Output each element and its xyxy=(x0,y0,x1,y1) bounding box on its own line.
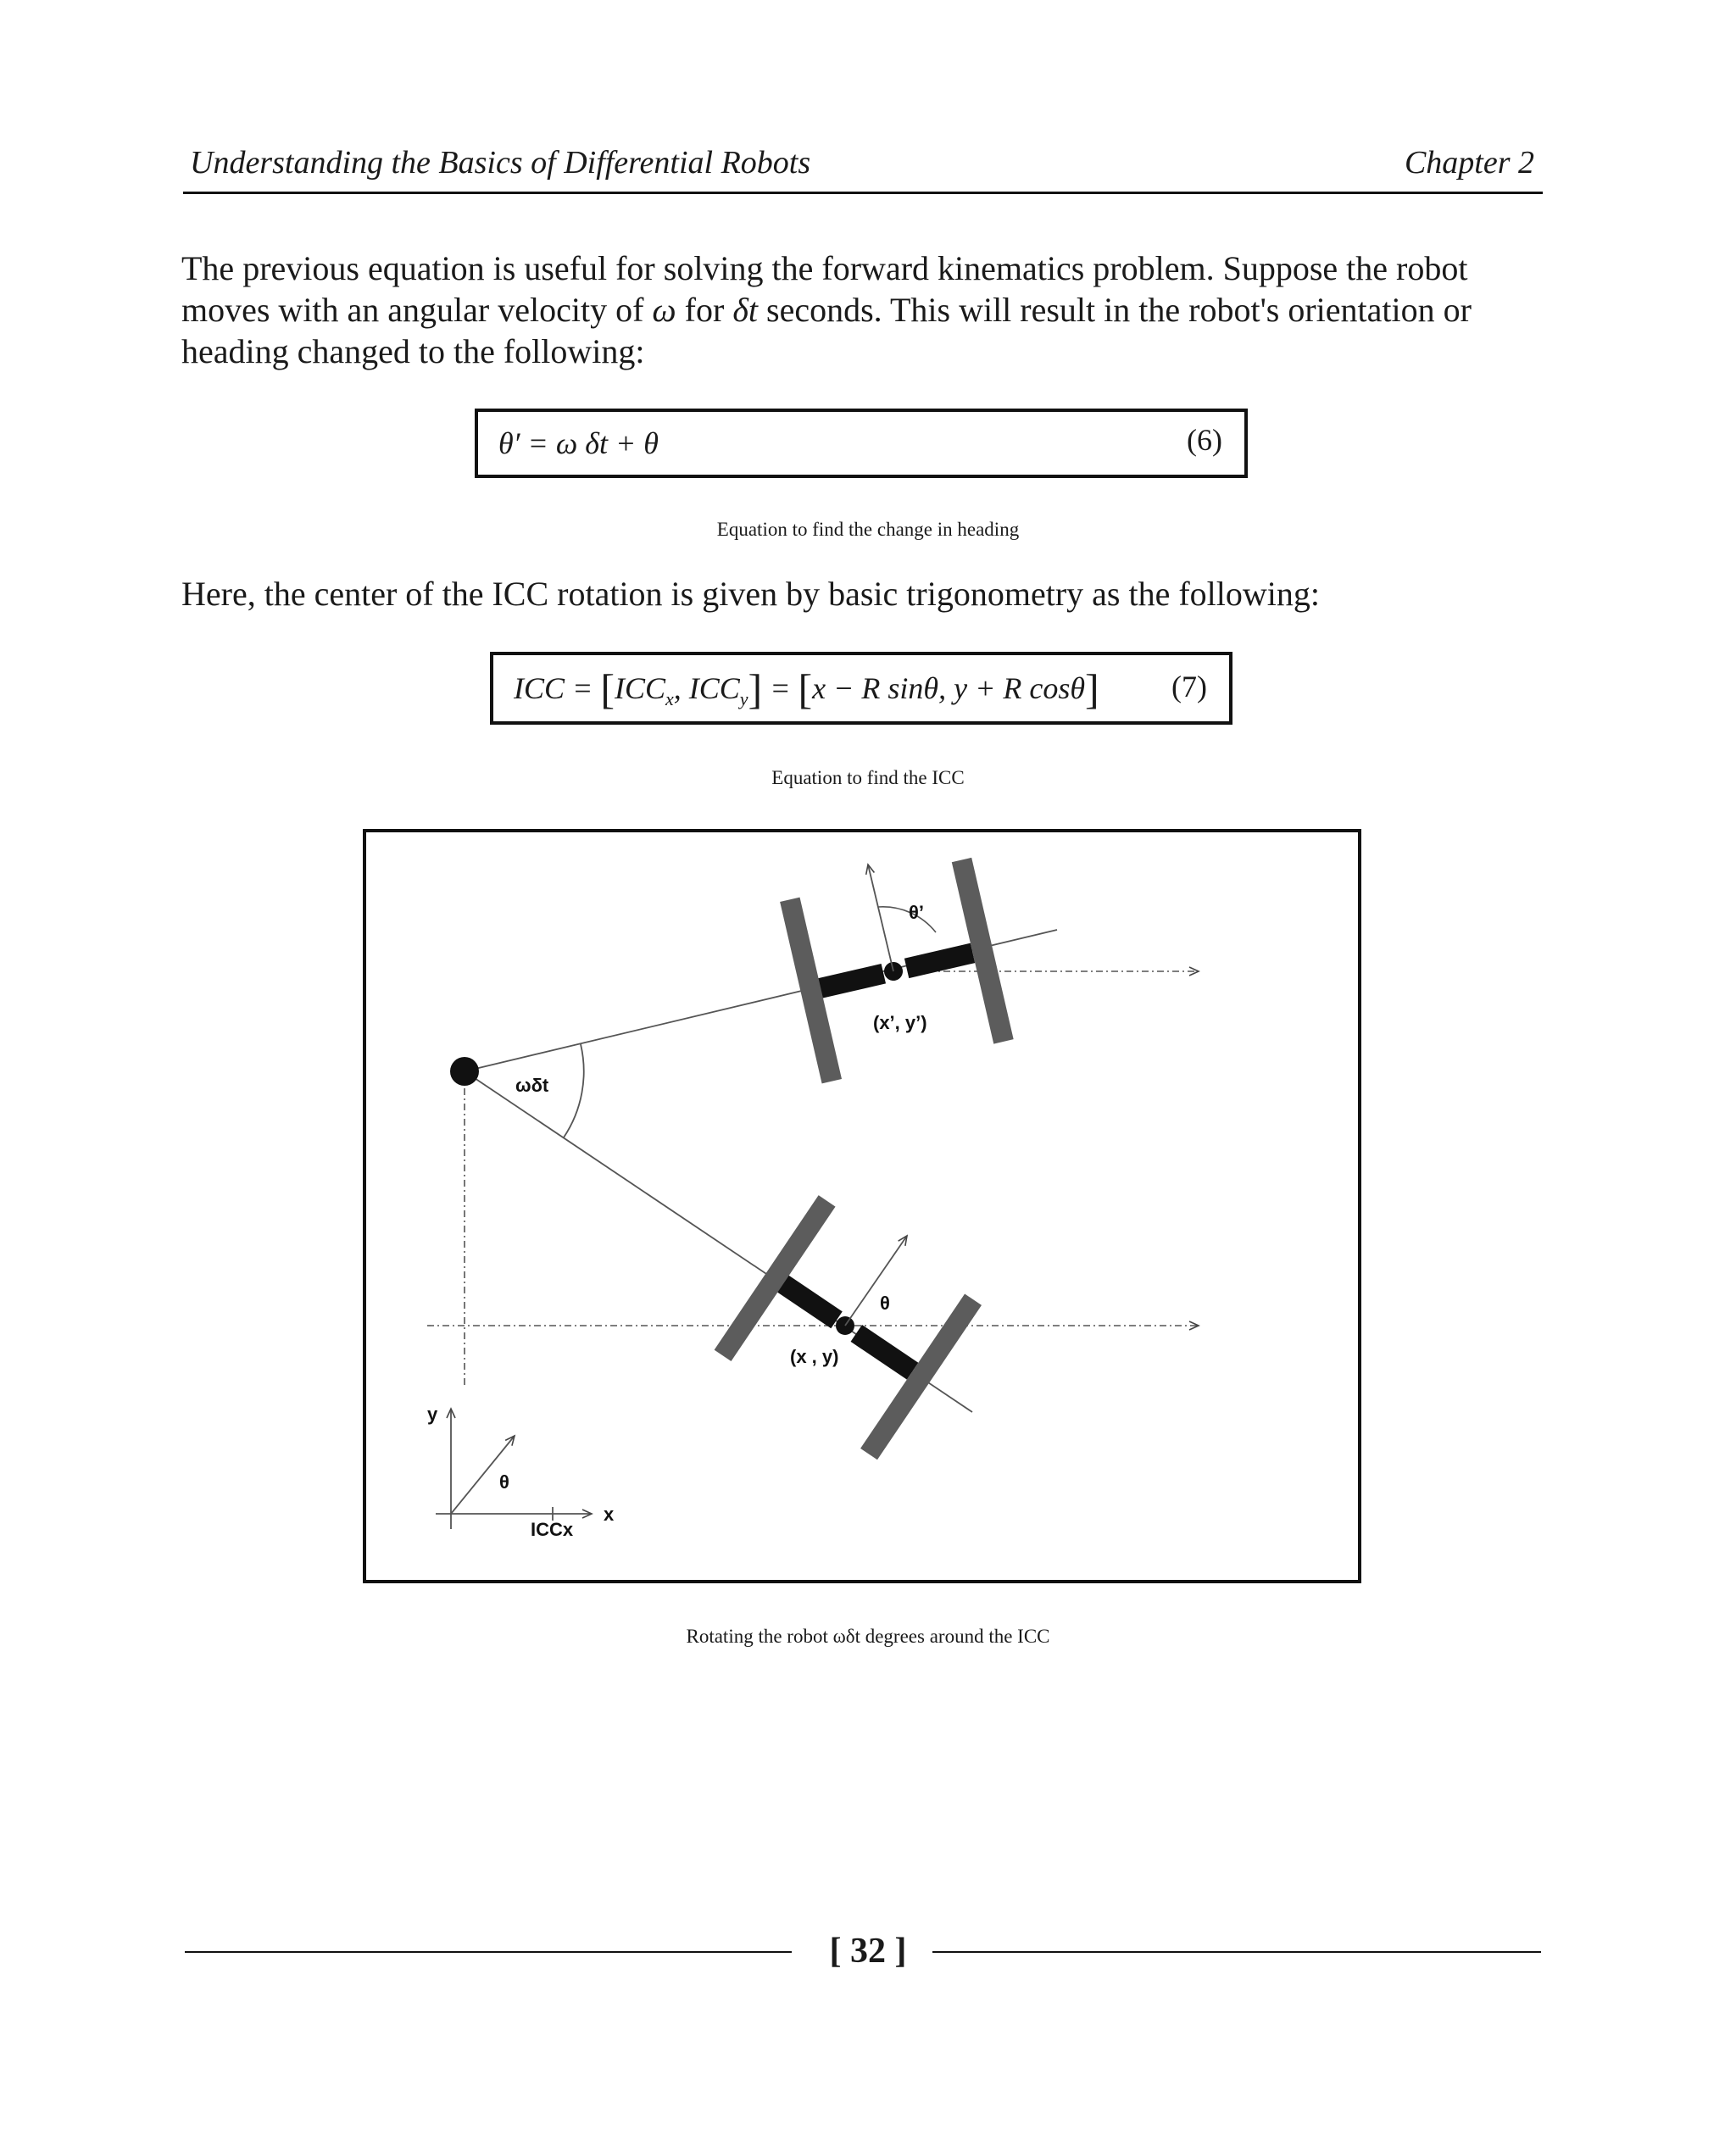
icc-point xyxy=(450,1057,479,1086)
eq7-part1: ICC xyxy=(614,671,665,705)
eq7-sub-x: x xyxy=(665,688,674,710)
eq7-mid: = xyxy=(762,671,798,705)
p1-omega: ω xyxy=(652,291,676,329)
robot-top-axle-right xyxy=(904,943,975,978)
robot-bottom xyxy=(715,1195,982,1460)
eq7-bracket-open-2: [ xyxy=(798,665,813,713)
p1-delta-t: δt xyxy=(732,291,759,329)
robot-bottom-axle-left xyxy=(775,1274,843,1329)
robot-bottom-axle-right xyxy=(851,1325,919,1380)
equation-6-formula: θ′ = ω δt + θ xyxy=(498,426,659,460)
label-theta-prime: θ’ xyxy=(909,902,925,923)
robot-bottom-wheel-left xyxy=(715,1195,836,1361)
label-omega-dt: ωδt xyxy=(515,1075,549,1096)
label-xy-prime: (x’, y’) xyxy=(873,1012,927,1033)
label-theta-axis: θ xyxy=(499,1471,509,1493)
heading-arrow-bottom xyxy=(845,1236,907,1326)
robot-bottom-wheel-right xyxy=(860,1293,982,1460)
equation-7-formula xyxy=(514,665,1099,713)
label-xy: (x , y) xyxy=(790,1346,839,1367)
header-rule xyxy=(183,192,1543,194)
caption-figure: Rotating the robot ωδt degrees around the ICC xyxy=(686,1626,1050,1647)
p1-text-a: The previous equation is useful for solving the forward kinematics problem. Suppose the robot moves with an angular velocity of xyxy=(181,249,1468,329)
label-iccx: ICCx xyxy=(531,1519,574,1540)
heading-arrow-top xyxy=(868,865,893,971)
equation-7-number: (7) xyxy=(1171,670,1207,703)
paragraph-icc-center: Here, the center of the ICC rotation is given by basic trigonometry as the following: xyxy=(181,575,1320,613)
omega-dt-arc xyxy=(564,1044,584,1137)
label-theta: θ xyxy=(880,1293,890,1314)
equation-6-box xyxy=(475,409,1248,478)
eq7-part2: x − R sinθ, y + R cosθ xyxy=(812,671,1086,705)
running-header xyxy=(183,144,1543,192)
figure-robot-rotation xyxy=(363,829,1361,1583)
page-number: [ 32 ] xyxy=(829,1932,907,1971)
caption-icc-equation: Equation to find the ICC xyxy=(771,767,965,788)
p1-text-b: for xyxy=(676,291,733,329)
robot-top-axle-left xyxy=(815,964,886,998)
eq7-bracket-close-2: ] xyxy=(1085,665,1099,713)
header-title: Understanding the Basics of Differential Robots xyxy=(190,145,811,181)
eq7-comma: , ICC xyxy=(673,671,740,705)
footer-rule-right xyxy=(932,1951,1541,1953)
eq7-bracket-close-1: ] xyxy=(748,665,763,713)
eq7-lhs: ICC = xyxy=(514,671,601,705)
label-y-axis: y xyxy=(427,1404,438,1425)
caption-heading-equation: Equation to find the change in heading xyxy=(716,519,1020,540)
eq7-bracket-open-1: [ xyxy=(600,665,615,713)
robot-top xyxy=(780,858,1014,1084)
label-x-axis: x xyxy=(604,1504,615,1525)
figure-diagram xyxy=(366,832,1358,1580)
equation-7-box xyxy=(490,652,1232,725)
eq7-sub-y: y xyxy=(739,688,748,710)
paragraph-forward-kinematics xyxy=(181,247,1555,372)
theta-prime-arc xyxy=(878,907,936,932)
equation-6-number: (6) xyxy=(1187,423,1222,457)
header-chapter: Chapter 2 xyxy=(1404,145,1534,181)
p1-text-c: seconds. This will result in the robot's orientation or heading changed to the following: xyxy=(181,291,1472,370)
